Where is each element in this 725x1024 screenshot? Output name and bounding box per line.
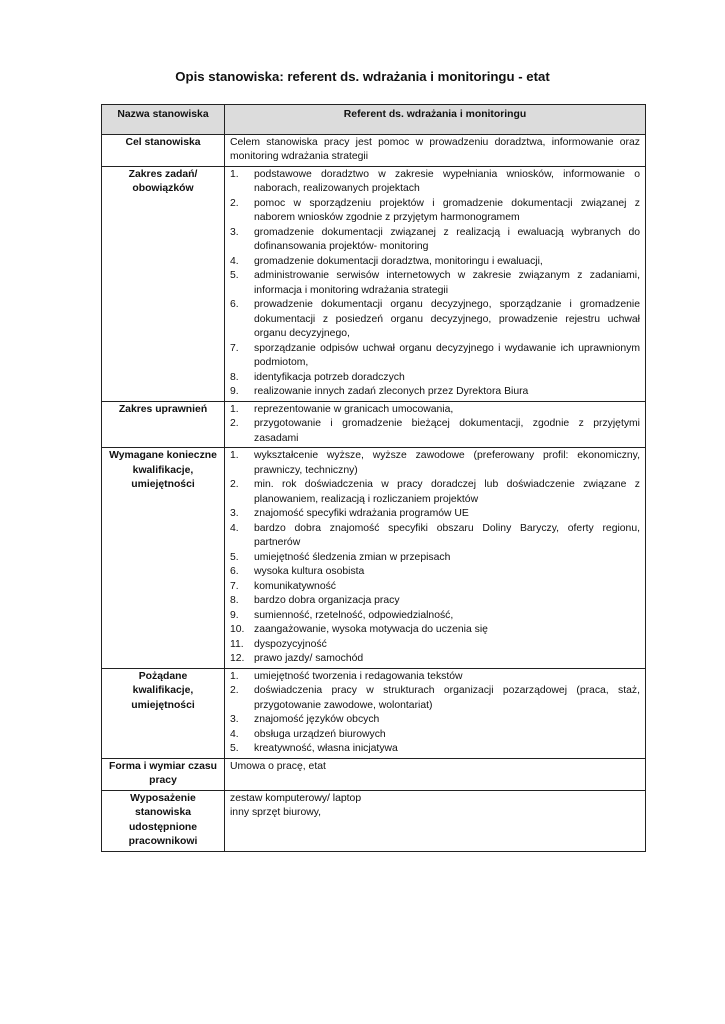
list-item-number: 5. (230, 551, 239, 563)
position-name-value: Referent ds. wdrażania i monitoringu (225, 105, 646, 135)
list-item-number: 4. (230, 522, 239, 534)
list-item-number: 4. (230, 255, 239, 267)
list-item (230, 385, 640, 400)
list-item-number: 7. (230, 580, 239, 592)
list-item-number: 6. (230, 566, 239, 577)
list-item-text: sumienność, rzetelność, odpowiedzialność, (254, 609, 454, 621)
list-item-number: 8. (230, 595, 239, 606)
list-item-text: prowadzenie dokumentacji organu decyzyjnego, sporządzanie i gromadzenie dokumentacji z posiedzeń organu decyzyjnego, prowadzenie rejestru uchwał organu decyzyjnego, (254, 299, 640, 339)
list-item-text: administrowanie serwisów internetowych w zakresie związanym z zadaniami, informacja i monitoring wdrażania strategii (254, 270, 640, 296)
goal-label: Cel stanowiska (102, 134, 225, 166)
duties-row (102, 166, 646, 401)
list-item-number: 9. (230, 609, 239, 621)
list-item-number: 1. (230, 450, 239, 461)
required-qualifications-list (230, 449, 640, 667)
list-item (230, 565, 640, 580)
list-item-text: umiejętność śledzenia zmian w przepisach (254, 551, 451, 563)
list-item (230, 269, 640, 298)
goal-text: Celem stanowiska pracy jest pomoc w prowadzeniu doradztwa, informowanie oraz monitoring wdrażania strategii (225, 134, 646, 166)
list-item (230, 298, 640, 342)
list-item-text: gromadzenie dokumentacji doradztwa, monitoringu i ewaluacji, (254, 255, 543, 267)
list-item (230, 197, 640, 226)
list-item (230, 551, 640, 566)
list-item-text: umiejętność tworzenia i redagowania tekstów (254, 670, 463, 682)
list-item-text: bardzo dobra znajomość specyfiki obszaru Doliny Baryczy, oferty regionu, partnerów (254, 522, 640, 548)
required-qualifications-row (102, 448, 646, 669)
list-item-number: 3. (230, 714, 239, 725)
list-item-number: 8. (230, 371, 239, 383)
list-item (230, 623, 640, 638)
document-title: Opis stanowiska: referent ds. wdrażania i monitoringu - etat (175, 69, 550, 84)
list-item-number: 1. (230, 670, 239, 682)
permissions-row (102, 401, 646, 448)
list-item-number: 1. (230, 168, 239, 180)
list-item (230, 403, 640, 418)
list-item-text: prawo jazdy/ samochód (254, 653, 364, 664)
goal-row (102, 134, 646, 166)
list-item-text: przygotowanie i gromadzenie bieżącej dokumentacji, zgodnie z przyjętymi zasadami (254, 418, 640, 444)
list-item (230, 638, 640, 653)
required-qualifications-label: Wymagane konieczne kwalifikacje, umiejętności (102, 448, 225, 669)
list-item-number: 12. (230, 653, 245, 664)
list-item (230, 594, 640, 609)
list-item-text: min. rok doświadczenia w pracy doradczej lub doświadczenie związane z planowaniem, realizacją i rozliczaniem projektów (254, 479, 640, 505)
permissions-list (230, 403, 640, 447)
job-description-table (101, 104, 646, 852)
desired-qualifications-cell (225, 668, 646, 758)
desired-qualifications-label: Pożądane kwalifikacje, umiejętności (102, 668, 225, 758)
list-item-number: 5. (230, 743, 239, 754)
list-item-number: 10. (230, 624, 245, 635)
list-item-text: wykształcenie wyższe, wyższe zawodowe (preferowany profil: ekonomiczny, prawniczy, techniczny) (254, 450, 640, 476)
list-item (230, 684, 640, 713)
list-item-text: bardzo dobra organizacja pracy (254, 595, 400, 606)
list-item-text: kreatywność, własna inicjatywa (254, 743, 398, 754)
list-item-text: identyfikacja potrzeb doradczych (254, 371, 405, 383)
list-item-text: obsługa urządzeń biurowych (254, 728, 386, 740)
table-header-row (102, 105, 646, 135)
list-item (230, 371, 640, 386)
list-item (230, 342, 640, 371)
list-item-number: 5. (230, 270, 239, 281)
list-item-text: komunikatywność (254, 580, 337, 592)
equipment-row (102, 790, 646, 851)
employment-form-text: Umowa o pracę, etat (225, 758, 646, 790)
list-item (230, 713, 640, 728)
list-item (230, 728, 640, 743)
list-item-text: podstawowe doradztwo w zakresie wypełniania wniosków, informowanie o naborach, realizowanych projektach (254, 168, 640, 194)
list-item-text: reprezentowanie w granicach umocowania, (254, 403, 454, 415)
list-item (230, 226, 640, 255)
list-item (230, 522, 640, 551)
list-item-number: 3. (230, 508, 239, 519)
list-item (230, 478, 640, 507)
list-item (230, 507, 640, 522)
permissions-cell (225, 401, 646, 448)
employment-form-row (102, 758, 646, 790)
list-item-number: 11. (230, 638, 244, 650)
list-item-number: 6. (230, 299, 239, 310)
list-item-text: pomoc w sporządzeniu projektów i gromadzenie dokumentacji związanej z naborem wniosków zgodnie z przyjętym harmonogramem (254, 197, 640, 223)
position-name-label: Nazwa stanowiska (102, 105, 225, 135)
required-qualifications-cell (225, 448, 646, 669)
list-item (230, 449, 640, 478)
list-item (230, 609, 640, 624)
equipment-line: inny sprzęt biurowy, (230, 807, 322, 818)
employment-form-label: Forma i wymiar czasu pracy (102, 758, 225, 790)
list-item (230, 417, 640, 446)
list-item (230, 742, 640, 757)
list-item-text: sporządzanie odpisów uchwał organu decyzyjnego i wydawanie ich uprawnionym podmiotom, (254, 342, 640, 368)
list-item-text: wysoka kultura osobista (254, 566, 365, 577)
desired-qualifications-row (102, 668, 646, 758)
list-item-number: 1. (230, 403, 239, 415)
list-item (230, 580, 640, 595)
list-item-text: doświadczenia pracy w strukturach organizacji pozarządowej (praca, staż, przygotowanie zawodowe, wolontariat) (254, 685, 640, 711)
list-item-number: 2. (230, 685, 239, 696)
list-item-number: 3. (230, 226, 239, 238)
duties-cell (225, 166, 646, 401)
duties-label: Zakres zadań/ obowiązków (102, 166, 225, 401)
list-item (230, 168, 640, 197)
list-item-number: 2. (230, 418, 239, 429)
list-item (230, 652, 640, 667)
list-item (230, 255, 640, 270)
list-item-number: 7. (230, 342, 239, 354)
list-item-number: 2. (230, 197, 239, 209)
list-item-number: 4. (230, 728, 239, 740)
list-item-number: 2. (230, 479, 239, 490)
equipment-label: Wyposażenie stanowiska udostępnione pracownikowi (102, 790, 225, 851)
desired-qualifications-list (230, 670, 640, 757)
duties-list (230, 168, 640, 400)
permissions-label: Zakres uprawnień (102, 401, 225, 448)
list-item-text: znajomość specyfiki wdrażania programów UE (254, 508, 469, 519)
list-item-text: zaangażowanie, wysoka motywacja do uczenia się (254, 624, 488, 635)
list-item-number: 9. (230, 386, 239, 397)
equipment-line: zestaw komputerowy/ laptop (230, 792, 362, 804)
list-item-text: znajomość języków obcych (254, 714, 380, 725)
list-item-text: realizowanie innych zadań zleconych przez Dyrektora Biura (254, 386, 529, 397)
list-item (230, 670, 640, 685)
equipment-cell (225, 790, 646, 851)
list-item-text: dyspozycyjność (254, 638, 327, 650)
list-item-text: gromadzenie dokumentacji związanej z realizacją i ewaluacją wybranych do dofinansowania projektów- monitoring (254, 226, 640, 252)
